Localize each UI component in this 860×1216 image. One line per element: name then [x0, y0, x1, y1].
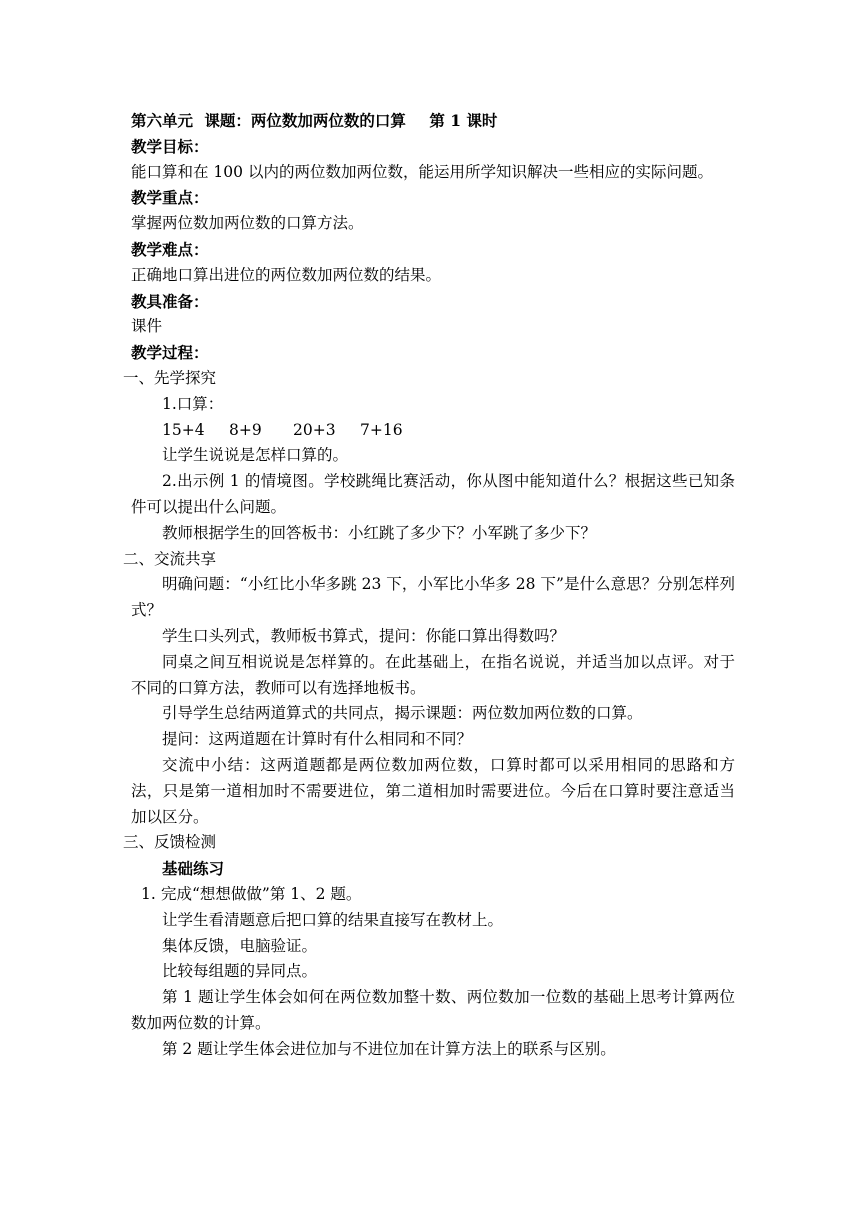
unit-label: 第六单元: [131, 111, 194, 130]
oral-exercise: 20+3: [293, 420, 336, 439]
section3-paragraph: 比较每组题的异同点。: [162, 962, 318, 981]
document-title: [131, 108, 735, 134]
practice-item: [131, 882, 735, 908]
oral-exercise: 15+4: [162, 420, 205, 439]
section2-paragraph: 提问：这两道题在计算时有什么相同和不同？: [162, 730, 473, 749]
section2-paragraph: 学生口头列式，教师板书算式，提问：你能口算出得数吗？: [162, 626, 566, 645]
section3-paragraph: 第 1 题让学生体会如何在两位数加整十数、两位数加一位数的基础上思考计算两位数加两位数的计算。: [131, 988, 735, 1032]
section3-paragraph: 第 2 题让学生体会进位加与不进位加在计算方法上的联系与区别。: [162, 1039, 616, 1058]
key-points-heading: 教学重点：: [131, 188, 209, 208]
section2-paragraph: 明确问题：“小红比小华多跳 23 下，小军比小华多 28 下”是什么意思？分别怎样列式？: [131, 575, 735, 620]
basic-practice-heading: 基础练习: [162, 859, 225, 879]
oral-item-label: 1.口算：: [162, 394, 224, 413]
section3-paragraph: 让学生看清题意后把口算的结果直接写在教材上。: [162, 910, 504, 929]
difficulties-text: 正确地口算出进位的两位数加两位数的结果。: [131, 265, 442, 284]
oral-exercise: 7+16: [360, 420, 403, 439]
objectives-heading: 教学目标：: [131, 136, 209, 156]
section2-paragraph: 同桌之间互相说说是怎样算的。在此基础上，在指名说说，并适当加以点评。对于不同的口算方法，教师可以有选择地板书。: [131, 652, 735, 697]
section1-paragraph: 2.出示例 1 的情境图。学校跳绳比赛活动，你从图中能知道什么？根据这些已知条件可以提出什么问题。: [131, 472, 735, 516]
oral-exercises: [131, 418, 735, 444]
section2-heading: 二、交流共享: [123, 549, 217, 568]
lesson-period: 第 1 课时: [429, 111, 498, 130]
key-points-text: 掌握两位数加两位数的口算方法。: [131, 214, 364, 233]
materials-heading: 教具准备：: [131, 291, 209, 311]
section1-paragraph: 让学生说说是怎样口算的。: [162, 446, 349, 465]
section2-paragraph: 交流中小结：这两道题都是两位数加两位数，口算时都可以采用相同的思路和方法，只是第一道相加时不需要进位，第二道相加时需要进位。今后在口算时要注意适当加以区分。: [131, 755, 735, 826]
section1-heading: 一、先学探究: [123, 368, 217, 387]
oral-exercise: 8+9: [229, 420, 262, 439]
practice-item-number: 1.: [141, 884, 156, 903]
practice-item-text: 完成“想想做做”第 1、2 题。: [161, 884, 362, 903]
section3-heading: 三、反馈检测: [123, 833, 217, 852]
section2-paragraph: 引导学生总结两道算式的共同点，揭示课题：两位数加两位数的口算。: [162, 704, 643, 723]
section3-paragraph: 集体反馈，电脑验证。: [162, 936, 318, 955]
section1-paragraph: 教师根据学生的回答板书：小红跳了多少下？小军跳了多少下？: [162, 523, 597, 542]
objectives-text: 能口算和在 100 以内的两位数加两位数，能运用所学知识解决一些相应的实际问题。: [131, 162, 713, 181]
lesson-plan-document: [123, 108, 735, 1062]
lesson-topic: 课题：两位数加两位数的口算: [204, 111, 406, 130]
process-heading: 教学过程：: [131, 343, 209, 363]
materials-text: 课件: [131, 317, 163, 336]
difficulties-heading: 教学难点：: [131, 239, 209, 259]
